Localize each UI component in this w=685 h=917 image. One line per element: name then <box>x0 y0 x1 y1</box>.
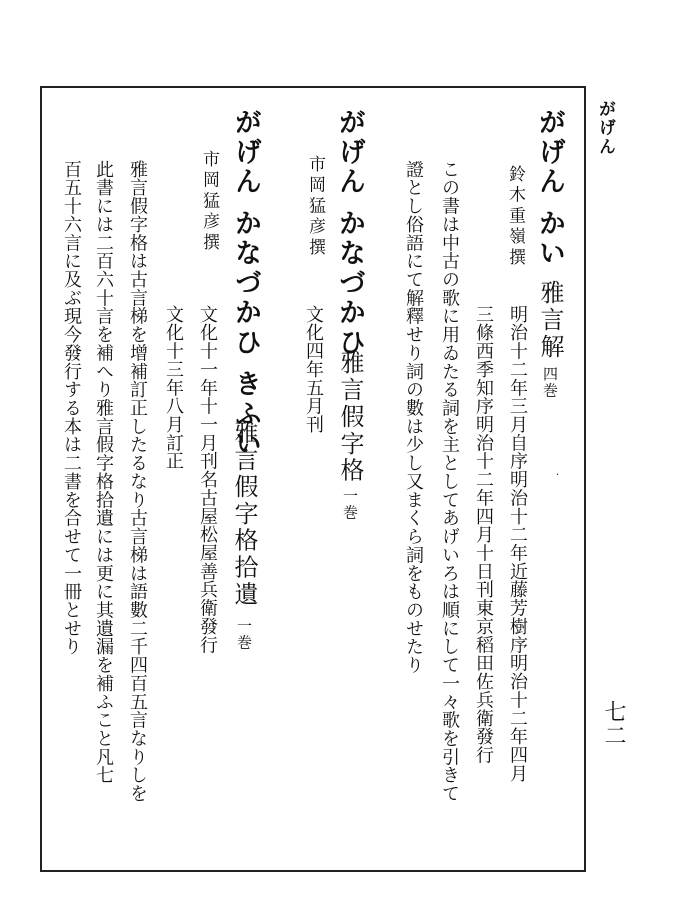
entry-1-publication-line-1: 明治十二年三月自序明治十二年近藤芳樹序明治十二年四月 <box>507 305 528 783</box>
entry-2-publication: 文化四年五月刊 <box>303 305 324 434</box>
entry-3-author: 市岡猛彦撰 <box>199 150 219 254</box>
entry-3-title: 雅言假字格拾遺 <box>230 420 258 609</box>
entry-1-publication-line-2: 三條西季知序明治十二年四月十日刊東京稻田佐兵衛發行 <box>473 305 494 764</box>
entry-3-description-line-3: 百五十六言に及ぶ現今發行する本は二書を合せて一冊とせり <box>61 160 82 656</box>
entry-1-heading: がげん かい <box>534 108 565 269</box>
entry-3-description-line-1: 雅言假字格は古言梯を增補訂正したるなり古言梯は語數二千四百五言なりしを <box>127 160 148 803</box>
entry-3-publication-line-1: 文化十一年十一月刊名古屋松屋善兵衛發行 <box>197 305 218 654</box>
entry-1-author: 鈴木重嶺撰 <box>505 165 525 269</box>
entry-2-heading: がげん かなづかひ <box>334 108 365 358</box>
entry-2-volumes: 一巻 <box>341 488 359 521</box>
entry-1-volumes: 四巻 <box>541 366 559 399</box>
entry-3-heading: がげん かなづかひ きふい <box>230 108 261 459</box>
entry-1-description-line-2: 證とし俗語にて解釋せり詞の數は少し又まくら詞をものせたり <box>403 160 424 675</box>
page-number: 七二 <box>601 700 626 749</box>
entry-3-publication-line-2: 文化十三年八月訂正 <box>163 305 184 471</box>
entry-2-author: 市岡猛彦撰 <box>305 155 325 259</box>
running-head: がげん <box>595 100 615 157</box>
entry-3-description-line-2: 此書には二百六十言を補へり雅言假字格拾遺には更に其遺漏を補ふこと凡七 <box>93 160 114 785</box>
ink-speck: · <box>556 470 560 481</box>
entry-2-title: 雅言假字格 <box>336 350 364 485</box>
entry-1-description-line-1: この書は中古の歌に用ゐたる詞を主としてあげいろは順にして一々歌を引きて <box>439 160 460 803</box>
entry-1-title: 雅言解 <box>536 280 564 361</box>
entry-3-volumes: 一巻 <box>235 618 253 651</box>
